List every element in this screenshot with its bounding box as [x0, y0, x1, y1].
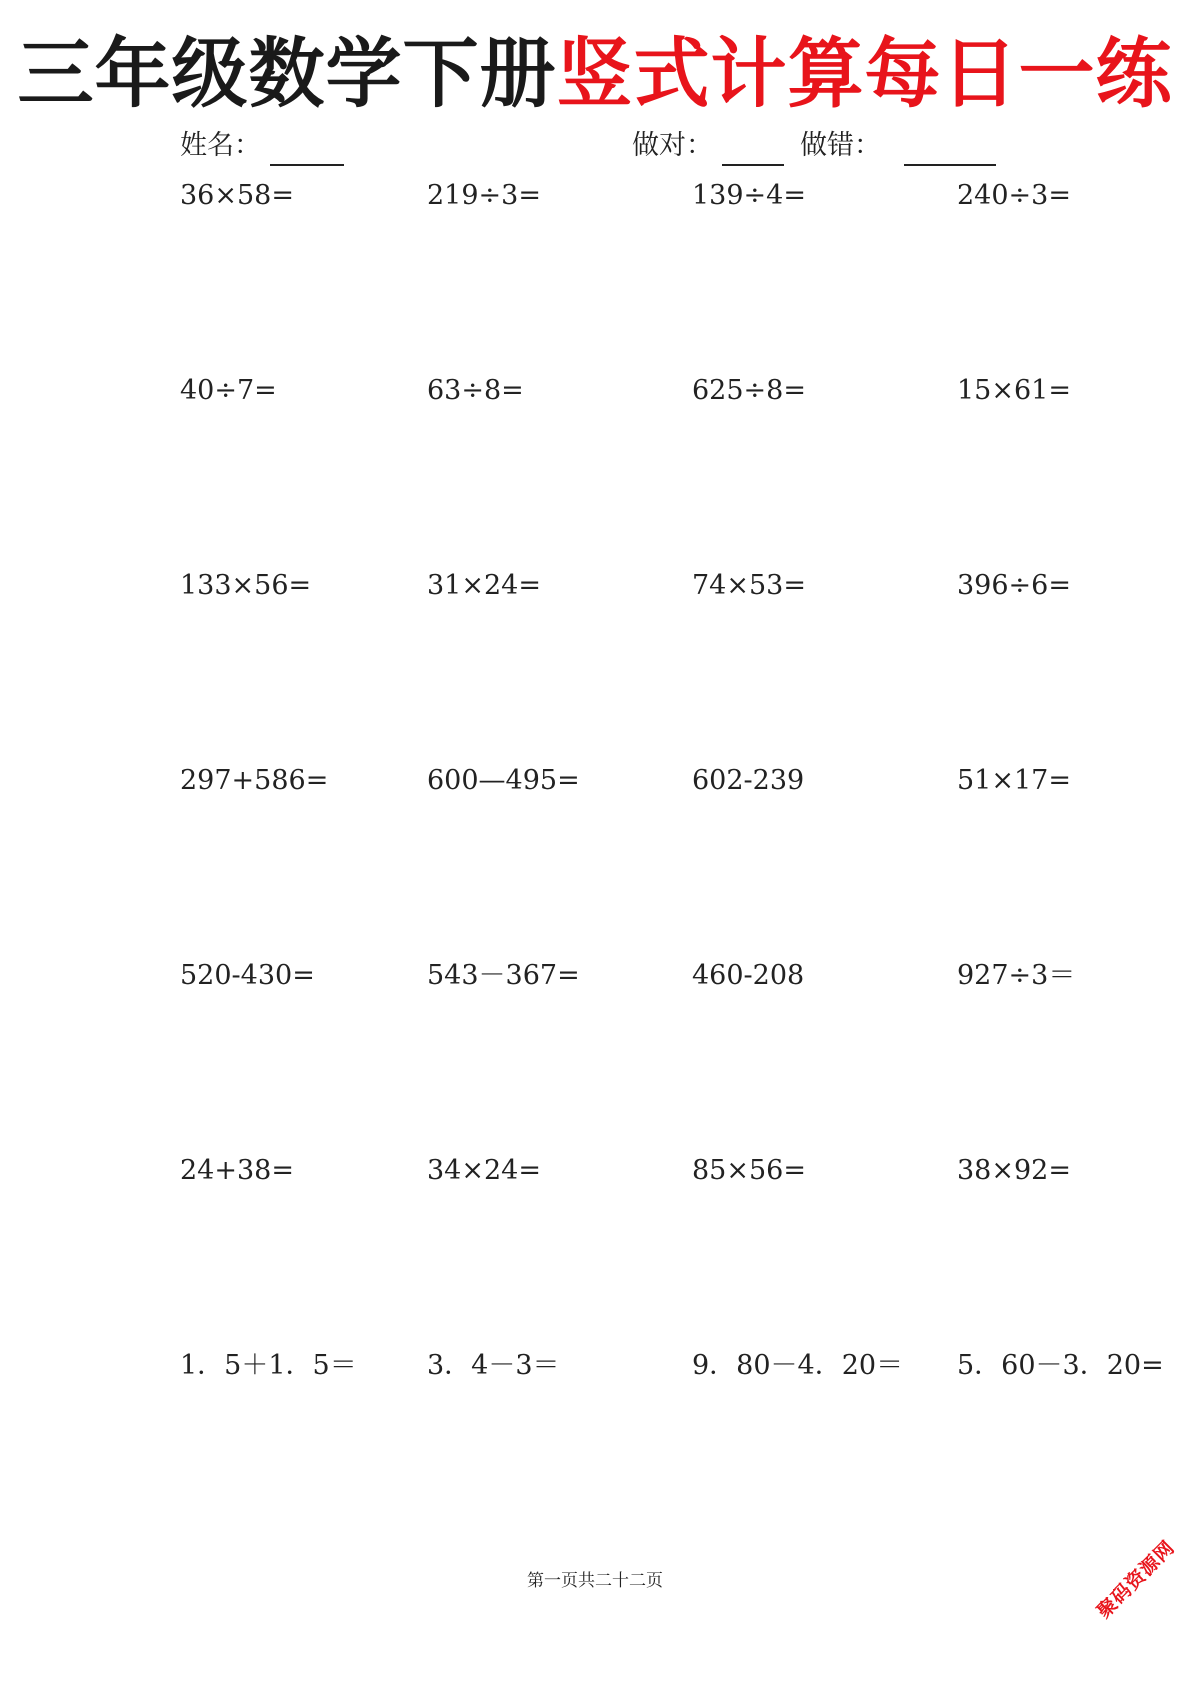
problem-item: 297+586=: [180, 765, 329, 796]
problem-item: 74×53=: [692, 570, 806, 601]
watermark-logo: 聚码资源网: [1092, 1536, 1180, 1623]
correct-blank[interactable]: [722, 164, 784, 166]
wrong-label: 做错：: [800, 130, 881, 161]
problem-item: 625÷8=: [692, 375, 806, 406]
problem-item: 51×17=: [957, 765, 1071, 796]
problem-item: 63÷8=: [427, 375, 524, 406]
problem-item: 31×24=: [427, 570, 541, 601]
problem-item: 927÷3＝: [957, 960, 1076, 991]
problem-item: 133×56=: [180, 570, 312, 601]
title-black-part: 三年级数学下册: [17, 29, 557, 118]
problem-item: 602-239: [692, 765, 805, 796]
problem-item: 40÷7=: [180, 375, 277, 406]
problem-item: 219÷3=: [427, 180, 541, 211]
problem-item: 240÷3=: [957, 180, 1071, 211]
name-label: 姓名：: [180, 130, 261, 161]
problem-item: 3．4－3＝: [427, 1350, 560, 1381]
problem-item: 600—495=: [427, 765, 580, 796]
name-blank[interactable]: [270, 164, 344, 166]
title-red-part: 竖式计算每日一练: [556, 29, 1173, 118]
problem-item: 460-208: [692, 960, 805, 991]
problem-item: 9．80－4．20＝: [692, 1350, 904, 1381]
problem-item: 1．5＋1．5＝: [180, 1350, 357, 1381]
correct-label: 做对：: [632, 130, 713, 161]
problem-item: 38×92=: [957, 1155, 1071, 1186]
problem-item: 85×56=: [692, 1155, 806, 1186]
problem-item: 15×61=: [957, 375, 1071, 406]
page-title: [0, 26, 1190, 122]
problem-item: 5．60－3．20=: [957, 1350, 1164, 1381]
wrong-blank[interactable]: [904, 164, 996, 166]
problem-item: 36×58=: [180, 180, 294, 211]
problem-item: 139÷4=: [692, 180, 806, 211]
problem-item: 396÷6=: [957, 570, 1071, 601]
problem-item: 24+38=: [180, 1155, 294, 1186]
problem-item: 543－367=: [427, 960, 580, 991]
page-footer: 第一页共二十二页: [527, 1571, 663, 1591]
problem-item: 520-430=: [180, 960, 315, 991]
problem-item: 34×24=: [427, 1155, 541, 1186]
